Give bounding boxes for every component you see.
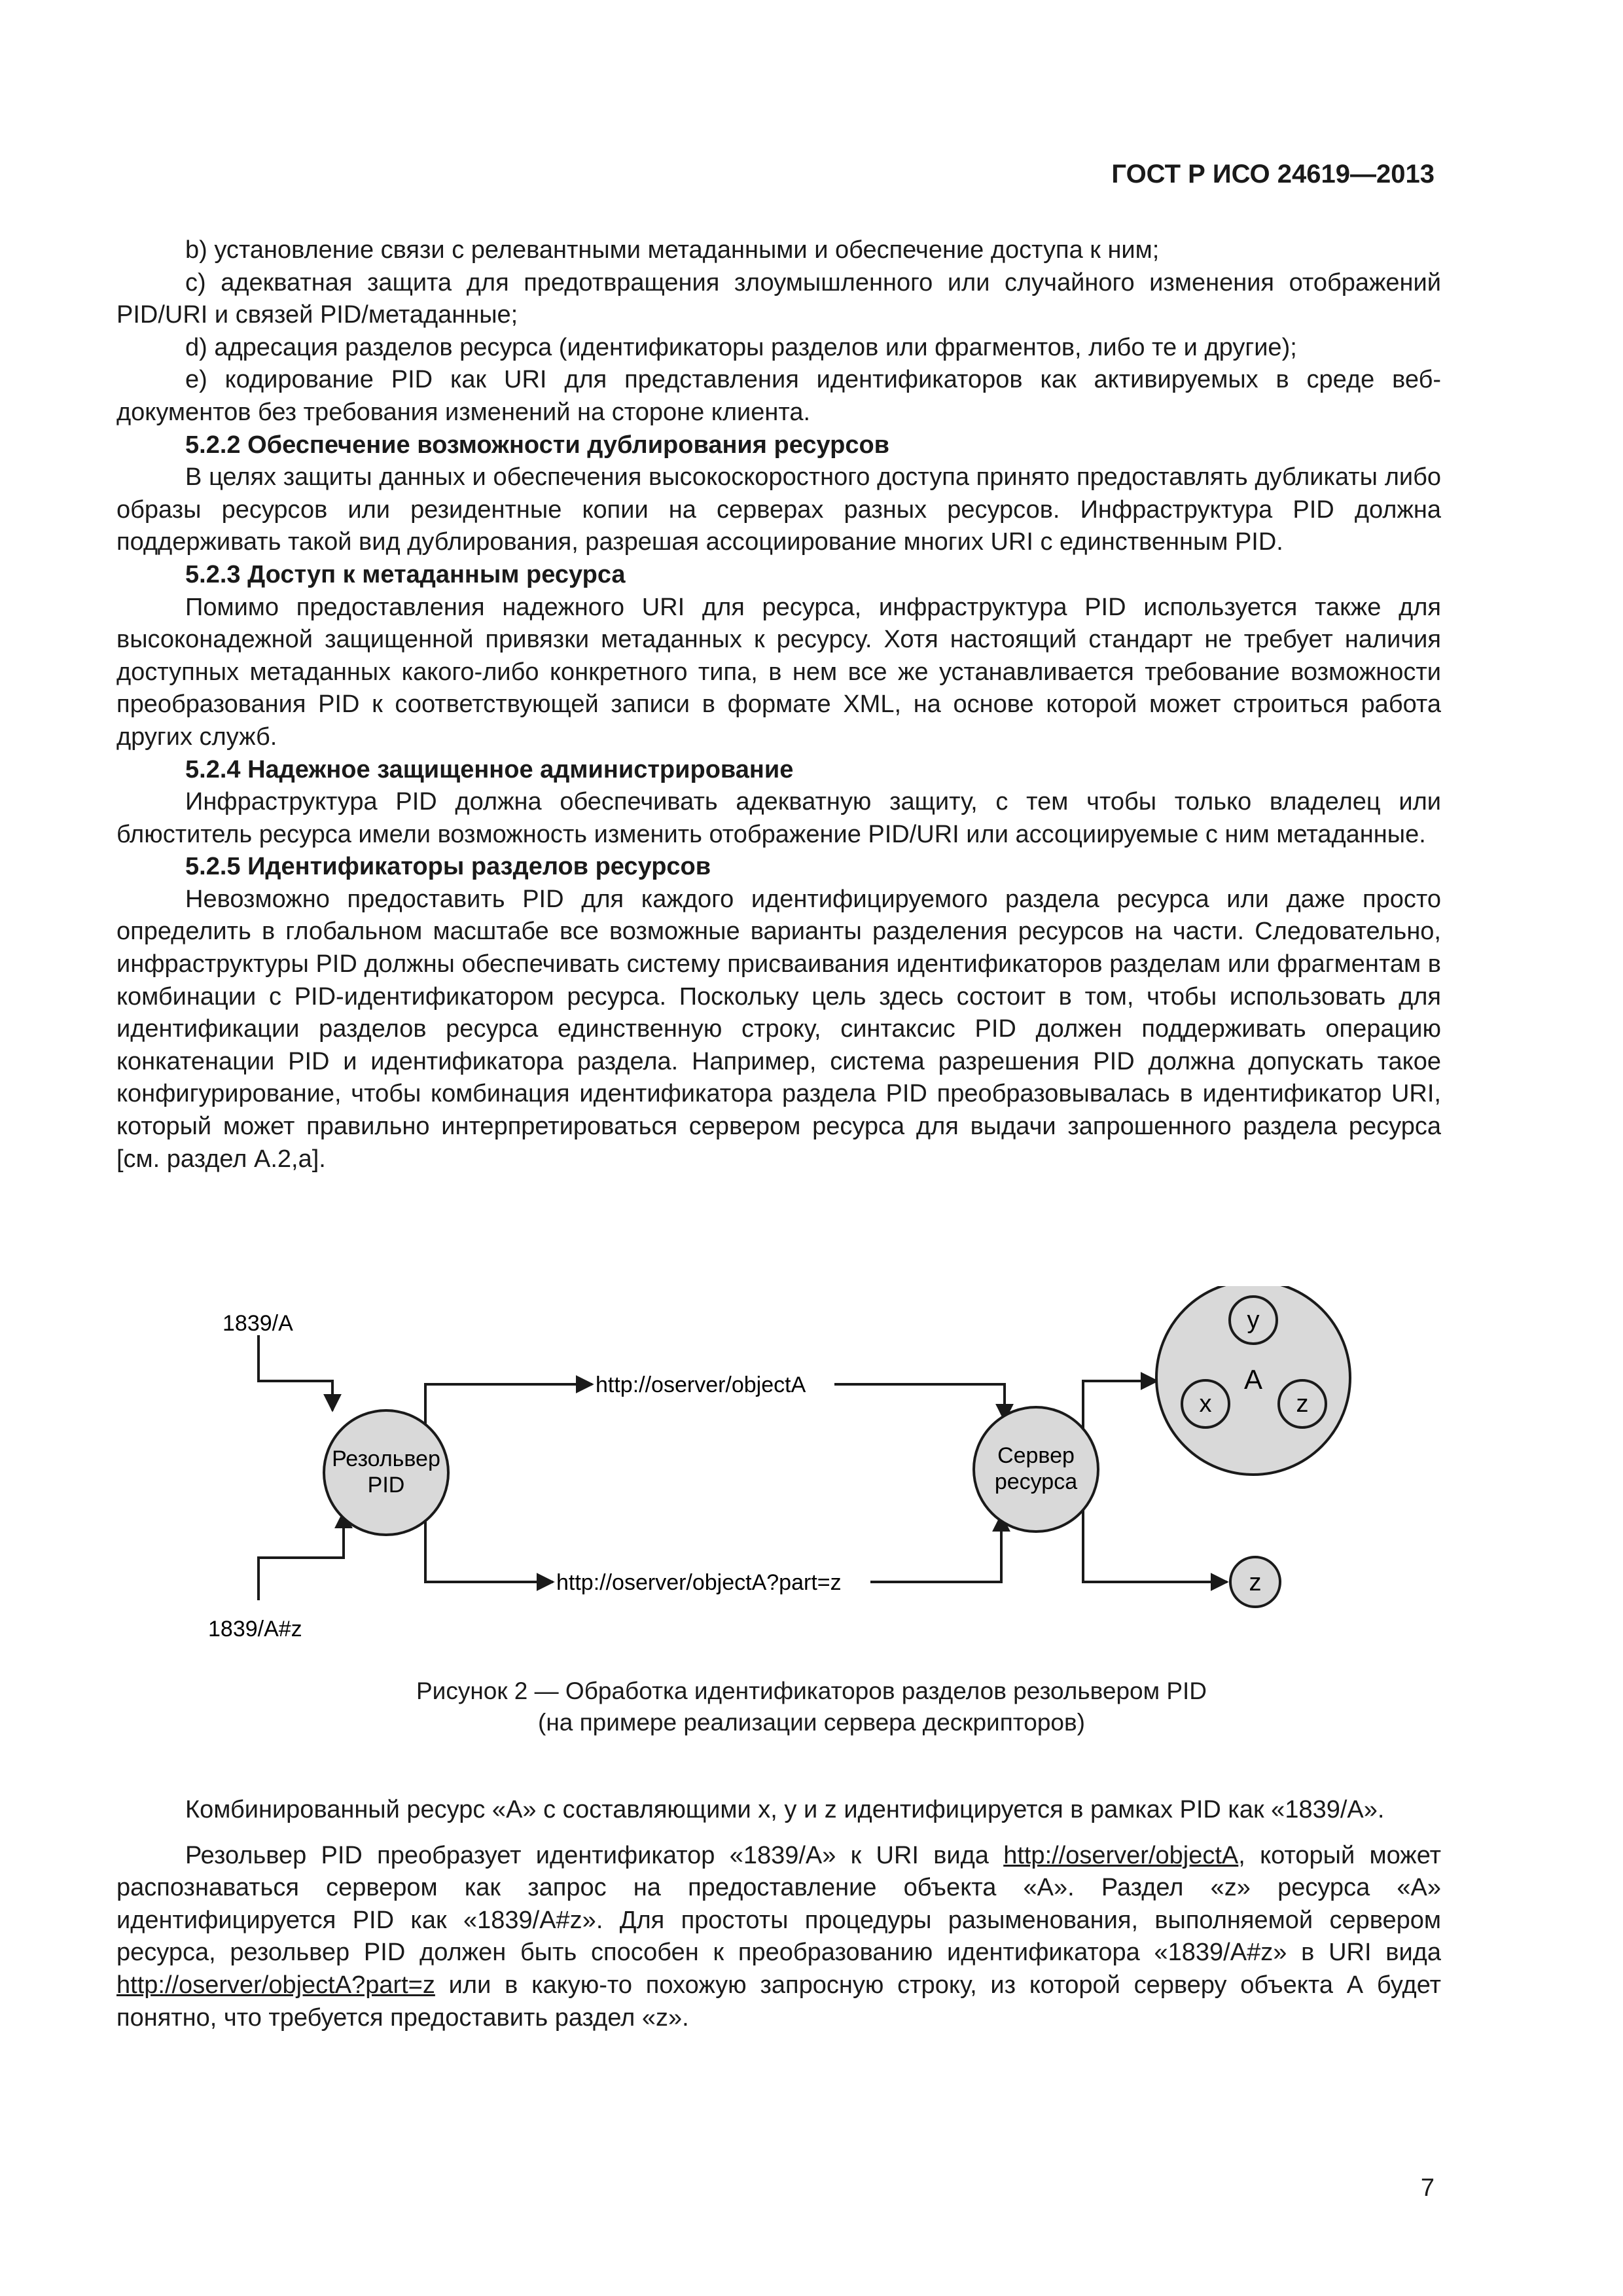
figure-caption bbox=[157, 1676, 1466, 1738]
explanation-paragraph-1: Комбинированный ресурс «А» с составляющими x, y и z идентифицируется в рамках PID как «1839/А». bbox=[185, 1796, 1385, 1823]
pid-resolution-diagram bbox=[0, 1286, 1623, 1666]
part-x-label: x bbox=[1199, 1390, 1212, 1418]
server-label-line1: Сервер bbox=[997, 1443, 1075, 1468]
section-heading-5-2-4: 5.2.4 Надежное защищенное администрирование bbox=[185, 755, 794, 783]
object-a-label: A bbox=[1243, 1364, 1263, 1395]
explanation-text bbox=[116, 1794, 1441, 2047]
input-top-label: 1839/A bbox=[223, 1311, 293, 1336]
input-top-arrow bbox=[259, 1335, 332, 1410]
output-part-z-label: z bbox=[1249, 1569, 1262, 1596]
section-text-5-2-2: В целях защиты данных и обеспечения высокоскоростного доступа принято предоставлять дубликаты либо образы ресурсов или резидентные копии на серверах разных ресурсов. Инфраструктура PID должна поддерживать такой вид дублирования, разрешая ассоциирование многих URI с единственным PID. bbox=[116, 463, 1441, 556]
part-y-label: y bbox=[1247, 1306, 1260, 1334]
server-to-object-arrow bbox=[1083, 1381, 1157, 1440]
explanation-paragraph-2 bbox=[116, 1840, 1441, 2035]
section-heading-5-2-3: 5.2.3 Доступ к метаданным ресурса bbox=[185, 560, 626, 588]
main-text bbox=[116, 234, 1441, 1175]
figure-caption-line2: (на примере реализации сервера дескрипторов) bbox=[538, 1709, 1085, 1736]
list-item-c: c) адекватная защита для предотвращения злоумышленного или случайного изменения отображений PID/URI и связей PID/метаданные; bbox=[116, 268, 1441, 329]
server-to-part-arrow bbox=[1083, 1489, 1227, 1582]
object-a-part-z-url-link[interactable]: http://oserver/objectA?part=z bbox=[116, 1971, 435, 1999]
section-text-5-2-4: Инфраструктура PID должна обеспечивать адекватную защиту, с тем чтобы только владелец или блюститель ресурса имели возможность изменить отображение PID/URI или ассоциируемые с ним метаданные. bbox=[116, 788, 1441, 848]
url-bottom-to-server-arrow bbox=[870, 1515, 1001, 1582]
section-heading-5-2-5: 5.2.5 Идентификаторы разделов ресурсов bbox=[185, 853, 711, 881]
section-text-5-2-5: Невозможно предоставить PID для каждого идентифицируемого раздела ресурса или даже просто определить в глобальном масштабе все возможные варианты разделения ресурсов на части. Следовательно, инфраструктуры PID должны обеспечивать систему присваивания идентификаторов разделам или фрагментам в комбинации с PID-идентификатором ресурса. Поскольку цель здесь состоит в том, чтобы использовать для идентификации разделов ресурса единственную строку, синтаксис PID должен поддерживать операцию конкатенации PID и идентификатора раздела. Например, система разрешения PID должна допускать такое конфигурирование, чтобы комбинация идентификатора раздела PID преобразовывалась в идентификатор URI, который может правильно интерпретироваться сервером ресурса для выдачи запрошенного раздела ресурса [см. раздел А.2,а]. bbox=[116, 885, 1441, 1173]
list-item-b: b) установление связи с релевантными метаданными и обеспечение доступа к ним; bbox=[185, 236, 1160, 264]
resolver-to-url-top-arrow bbox=[425, 1384, 592, 1440]
figure-2-diagram bbox=[0, 1286, 1623, 1666]
para2-text-c: или в какую-то похожую запросную строку, из которой серверу объекта А будет понятно, что требуется предоставить раздел «z». bbox=[116, 1971, 1441, 2032]
para2-text-b: , который может распознаваться сервером как запрос на предоставление объекта «А». Раздел «z» ресурса «А» идентифицируется PID как «1839/A#z». Для простоты процедуры разыменования, выполняемой сервером ресурса, резольвер PID должен быть способен к преобразованию идентификатора «1839/A#z» в URI вида bbox=[116, 1841, 1441, 1967]
url-top-label: http://oserver/objectA bbox=[596, 1372, 806, 1397]
url-top-to-server-arrow bbox=[834, 1384, 1005, 1420]
resolver-label-line2: PID bbox=[367, 1473, 405, 1498]
page-number: 7 bbox=[1420, 2174, 1435, 2202]
part-z-label: z bbox=[1296, 1390, 1309, 1418]
input-bottom-label: 1839/A#z bbox=[208, 1617, 302, 1641]
object-a-url-link[interactable]: http://oserver/objectA bbox=[1003, 1841, 1239, 1869]
list-item-e: e) кодирование PID как URI для представления идентификаторов как активируемых в среде веб-документов без требования изменений на стороне клиента. bbox=[116, 366, 1441, 426]
figure-caption-line1: Рисунок 2 — Обработка идентификаторов разделов резольвером PID bbox=[416, 1677, 1207, 1704]
section-heading-5-2-2: 5.2.2 Обеспечение возможности дублирования ресурсов bbox=[185, 431, 890, 459]
server-label-line2: ресурса bbox=[994, 1469, 1078, 1494]
list-item-d: d) адресация разделов ресурса (идентификаторы разделов или фрагментов, либо те и другие); bbox=[185, 333, 1297, 361]
url-bottom-label: http://oserver/objectA?part=z bbox=[556, 1570, 842, 1595]
resolver-label-line1: Резольвер bbox=[332, 1446, 440, 1471]
input-bottom-arrow bbox=[259, 1512, 344, 1600]
document-code-header: ГОСТ Р ИСО 24619—2013 bbox=[1111, 160, 1435, 188]
section-text-5-2-3: Помимо предоставления надежного URI для ресурса, инфраструктура PID используется также для высоконадежной защищенной привязки метаданных к ресурсу. Хотя настоящий стандарт не требует наличия доступных метаданных какого-либо конкретного типа, в нем все же устанавливается требование возможности преобразования PID к соответствующей записи в формате XML, на основе которой может строиться работа других служб. bbox=[116, 593, 1441, 751]
para2-text-a: Резольвер PID преобразует идентификатор «1839/A» к URI вида bbox=[185, 1841, 1004, 1869]
